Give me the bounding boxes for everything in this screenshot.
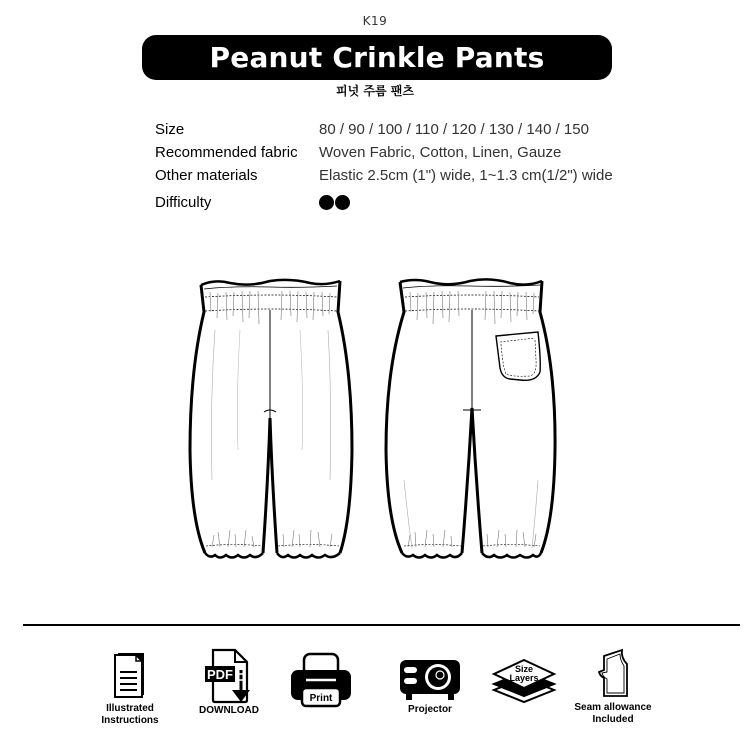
spec-row-fabric bbox=[155, 141, 613, 164]
bodice-pattern-icon bbox=[596, 648, 630, 698]
pants-technical-drawing bbox=[180, 270, 560, 570]
feature-size-layers bbox=[491, 658, 557, 704]
spec-label: Difficulty bbox=[155, 193, 212, 211]
svg-text:Size: Size bbox=[514, 664, 534, 674]
front-view-pants bbox=[190, 280, 352, 558]
feature-label: Seam allowance bbox=[574, 702, 652, 713]
feature-icons-row bbox=[0, 640, 750, 750]
feature-label: Illustrated bbox=[106, 703, 154, 714]
spec-label: Size bbox=[155, 121, 185, 138]
spec-label: Other materials bbox=[155, 167, 258, 184]
spec-value: 80 / 90 / 100 / 110 / 120 / 130 / 140 / 150 bbox=[319, 121, 589, 138]
spec-value: Woven Fabric, Cotton, Linen, Gauze bbox=[319, 144, 562, 161]
spec-row-size bbox=[155, 118, 613, 141]
feature-label: Projector bbox=[408, 704, 452, 715]
document-icon bbox=[110, 650, 150, 700]
page-title: Peanut Crinkle Pants bbox=[209, 41, 545, 74]
feature-label: Instructions bbox=[101, 715, 159, 726]
pattern-code: K19 bbox=[362, 14, 388, 28]
feature-illustrated-instructions bbox=[95, 650, 165, 727]
svg-text:PDF: PDF bbox=[207, 667, 233, 682]
layers-icon bbox=[491, 658, 557, 704]
difficulty-dot-icon bbox=[335, 195, 350, 210]
difficulty-dot-icon bbox=[319, 195, 334, 210]
feature-print bbox=[286, 652, 356, 708]
svg-text:Print: Print bbox=[309, 693, 333, 704]
feature-seam-allowance bbox=[566, 648, 660, 726]
spec-value: Elastic 2.5cm (1") wide, 1~1.3 cm(1/2") wide bbox=[319, 167, 613, 184]
feature-projector bbox=[395, 658, 465, 716]
feature-pdf-download bbox=[193, 648, 265, 717]
spec-table bbox=[155, 118, 613, 217]
svg-text:Layers: Layers bbox=[509, 673, 539, 683]
pdf-download-icon bbox=[199, 648, 259, 706]
section-divider bbox=[23, 624, 740, 626]
difficulty-rating bbox=[319, 194, 351, 211]
printer-icon bbox=[288, 652, 354, 708]
spec-label: Recommended fabric bbox=[155, 144, 298, 161]
feature-label: DOWNLOAD bbox=[199, 705, 259, 716]
title-banner bbox=[142, 35, 612, 80]
korean-subtitle: 피넛 주름 팬츠 bbox=[336, 84, 414, 98]
feature-label: Included bbox=[592, 714, 634, 725]
projector-icon bbox=[398, 658, 462, 702]
back-view-pants-with-pocket bbox=[386, 279, 555, 557]
spec-row-difficulty bbox=[155, 187, 613, 217]
spec-row-materials bbox=[155, 164, 613, 187]
